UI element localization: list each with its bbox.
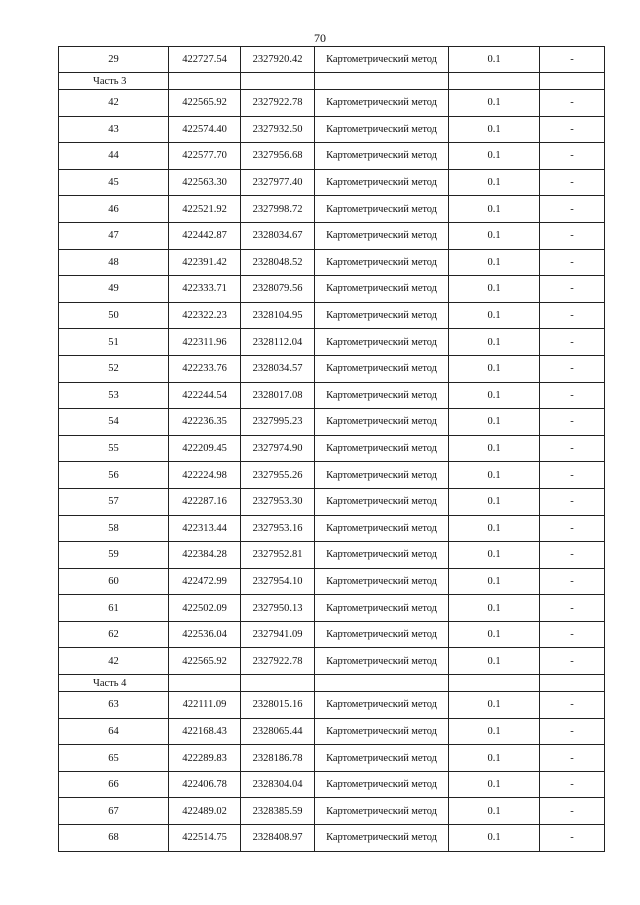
table-row [59, 90, 605, 117]
point-number-cell: 42 [59, 648, 169, 675]
empty-cell [540, 675, 605, 692]
note-cell: - [540, 568, 605, 595]
precision-cell: 0.1 [449, 116, 540, 143]
note-cell: - [540, 542, 605, 569]
precision-cell: 0.1 [449, 329, 540, 356]
x-coordinate-cell: 422563.30 [169, 169, 241, 196]
note-cell: - [540, 249, 605, 276]
point-number-cell: 46 [59, 196, 169, 223]
table-row [59, 276, 605, 303]
note-cell: - [540, 302, 605, 329]
x-coordinate-cell: 422489.02 [169, 798, 241, 825]
table-row [59, 542, 605, 569]
y-coordinate-cell: 2327977.40 [241, 169, 315, 196]
note-cell: - [540, 648, 605, 675]
note-cell: - [540, 692, 605, 719]
y-coordinate-cell: 2327953.16 [241, 515, 315, 542]
coordinates-table-body [59, 47, 605, 852]
section-label: Часть 3 [59, 73, 169, 90]
x-coordinate-cell: 422442.87 [169, 222, 241, 249]
x-coordinate-cell: 422406.78 [169, 771, 241, 798]
precision-cell: 0.1 [449, 692, 540, 719]
point-number-cell: 55 [59, 435, 169, 462]
point-number-cell: 54 [59, 409, 169, 436]
y-coordinate-cell: 2327920.42 [241, 47, 315, 73]
note-cell: - [540, 435, 605, 462]
point-number-cell: 44 [59, 143, 169, 170]
precision-cell: 0.1 [449, 648, 540, 675]
method-cell: Картометрический метод [315, 488, 449, 515]
precision-cell: 0.1 [449, 745, 540, 772]
table-row [59, 116, 605, 143]
note-cell: - [540, 90, 605, 117]
precision-cell: 0.1 [449, 595, 540, 622]
note-cell: - [540, 595, 605, 622]
y-coordinate-cell: 2327932.50 [241, 116, 315, 143]
y-coordinate-cell: 2328112.04 [241, 329, 315, 356]
note-cell: - [540, 718, 605, 745]
table-row [59, 329, 605, 356]
point-number-cell: 52 [59, 355, 169, 382]
y-coordinate-cell: 2328385.59 [241, 798, 315, 825]
point-number-cell: 65 [59, 745, 169, 772]
method-cell: Картометрический метод [315, 825, 449, 852]
table-row [59, 568, 605, 595]
point-number-cell: 68 [59, 825, 169, 852]
method-cell: Картометрический метод [315, 718, 449, 745]
x-coordinate-cell: 422224.98 [169, 462, 241, 489]
point-number-cell: 64 [59, 718, 169, 745]
x-coordinate-cell: 422313.44 [169, 515, 241, 542]
note-cell: - [540, 222, 605, 249]
point-number-cell: 45 [59, 169, 169, 196]
table-row [59, 249, 605, 276]
table-row [59, 169, 605, 196]
note-cell: - [540, 116, 605, 143]
precision-cell: 0.1 [449, 90, 540, 117]
note-cell: - [540, 196, 605, 223]
empty-cell [241, 675, 315, 692]
precision-cell: 0.1 [449, 771, 540, 798]
table-row [59, 515, 605, 542]
y-coordinate-cell: 2327950.13 [241, 595, 315, 622]
point-number-cell: 57 [59, 488, 169, 515]
note-cell: - [540, 515, 605, 542]
page-number: 70 [314, 31, 326, 45]
y-coordinate-cell: 2328015.16 [241, 692, 315, 719]
table-row [59, 621, 605, 648]
method-cell: Картометрический метод [315, 222, 449, 249]
y-coordinate-cell: 2327995.23 [241, 409, 315, 436]
note-cell: - [540, 771, 605, 798]
table-row [59, 595, 605, 622]
x-coordinate-cell: 422322.23 [169, 302, 241, 329]
point-number-cell: 59 [59, 542, 169, 569]
y-coordinate-cell: 2327922.78 [241, 648, 315, 675]
x-coordinate-cell: 422521.92 [169, 196, 241, 223]
precision-cell: 0.1 [449, 249, 540, 276]
note-cell: - [540, 621, 605, 648]
precision-cell: 0.1 [449, 435, 540, 462]
y-coordinate-cell: 2328408.97 [241, 825, 315, 852]
x-coordinate-cell: 422384.28 [169, 542, 241, 569]
method-cell: Картометрический метод [315, 116, 449, 143]
x-coordinate-cell: 422472.99 [169, 568, 241, 595]
precision-cell: 0.1 [449, 222, 540, 249]
point-number-cell: 50 [59, 302, 169, 329]
table-row [59, 462, 605, 489]
precision-cell: 0.1 [449, 409, 540, 436]
precision-cell: 0.1 [449, 355, 540, 382]
precision-cell: 0.1 [449, 798, 540, 825]
point-number-cell: 43 [59, 116, 169, 143]
empty-cell [315, 675, 449, 692]
empty-cell [449, 675, 540, 692]
note-cell: - [540, 825, 605, 852]
note-cell: - [540, 745, 605, 772]
method-cell: Картометрический метод [315, 798, 449, 825]
x-coordinate-cell: 422287.16 [169, 488, 241, 515]
empty-cell [169, 73, 241, 90]
precision-cell: 0.1 [449, 196, 540, 223]
note-cell: - [540, 382, 605, 409]
precision-cell: 0.1 [449, 302, 540, 329]
precision-cell: 0.1 [449, 825, 540, 852]
y-coordinate-cell: 2327941.09 [241, 621, 315, 648]
method-cell: Картометрический метод [315, 47, 449, 73]
y-coordinate-cell: 2328304.04 [241, 771, 315, 798]
table-row [59, 771, 605, 798]
table-row [59, 692, 605, 719]
method-cell: Картометрический метод [315, 771, 449, 798]
method-cell: Картометрический метод [315, 745, 449, 772]
point-number-cell: 58 [59, 515, 169, 542]
note-cell: - [540, 47, 605, 73]
method-cell: Картометрический метод [315, 621, 449, 648]
point-number-cell: 63 [59, 692, 169, 719]
table-row [59, 355, 605, 382]
y-coordinate-cell: 2328048.52 [241, 249, 315, 276]
y-coordinate-cell: 2328065.44 [241, 718, 315, 745]
precision-cell: 0.1 [449, 621, 540, 648]
empty-cell [169, 675, 241, 692]
point-number-cell: 62 [59, 621, 169, 648]
x-coordinate-cell: 422168.43 [169, 718, 241, 745]
precision-cell: 0.1 [449, 542, 540, 569]
precision-cell: 0.1 [449, 515, 540, 542]
note-cell: - [540, 169, 605, 196]
note-cell: - [540, 488, 605, 515]
table-row [59, 825, 605, 852]
method-cell: Картометрический метод [315, 515, 449, 542]
y-coordinate-cell: 2327954.10 [241, 568, 315, 595]
point-number-cell: 56 [59, 462, 169, 489]
point-number-cell: 66 [59, 771, 169, 798]
method-cell: Картометрический метод [315, 329, 449, 356]
y-coordinate-cell: 2328104.95 [241, 302, 315, 329]
x-coordinate-cell: 422289.83 [169, 745, 241, 772]
precision-cell: 0.1 [449, 718, 540, 745]
precision-cell: 0.1 [449, 169, 540, 196]
x-coordinate-cell: 422233.76 [169, 355, 241, 382]
method-cell: Картометрический метод [315, 462, 449, 489]
precision-cell: 0.1 [449, 382, 540, 409]
precision-cell: 0.1 [449, 462, 540, 489]
precision-cell: 0.1 [449, 488, 540, 515]
method-cell: Картометрический метод [315, 595, 449, 622]
method-cell: Картометрический метод [315, 692, 449, 719]
x-coordinate-cell: 422727.54 [169, 47, 241, 73]
x-coordinate-cell: 422333.71 [169, 276, 241, 303]
note-cell: - [540, 355, 605, 382]
point-number-cell: 60 [59, 568, 169, 595]
y-coordinate-cell: 2328079.56 [241, 276, 315, 303]
note-cell: - [540, 462, 605, 489]
y-coordinate-cell: 2327955.26 [241, 462, 315, 489]
method-cell: Картометрический метод [315, 435, 449, 462]
precision-cell: 0.1 [449, 568, 540, 595]
empty-cell [540, 73, 605, 90]
precision-cell: 0.1 [449, 276, 540, 303]
x-coordinate-cell: 422209.45 [169, 435, 241, 462]
y-coordinate-cell: 2328186.78 [241, 745, 315, 772]
table-row [59, 382, 605, 409]
method-cell: Картометрический метод [315, 196, 449, 223]
point-number-cell: 67 [59, 798, 169, 825]
method-cell: Картометрический метод [315, 542, 449, 569]
x-coordinate-cell: 422577.70 [169, 143, 241, 170]
method-cell: Картометрический метод [315, 355, 449, 382]
method-cell: Картометрический метод [315, 382, 449, 409]
x-coordinate-cell: 422514.75 [169, 825, 241, 852]
y-coordinate-cell: 2327953.30 [241, 488, 315, 515]
method-cell: Картометрический метод [315, 169, 449, 196]
empty-cell [241, 73, 315, 90]
method-cell: Картометрический метод [315, 648, 449, 675]
method-cell: Картометрический метод [315, 409, 449, 436]
y-coordinate-cell: 2328034.57 [241, 355, 315, 382]
section-header-row [59, 675, 605, 692]
note-cell: - [540, 276, 605, 303]
note-cell: - [540, 143, 605, 170]
table-row [59, 718, 605, 745]
table-row [59, 222, 605, 249]
section-header-row [59, 73, 605, 90]
point-number-cell: 49 [59, 276, 169, 303]
y-coordinate-cell: 2327922.78 [241, 90, 315, 117]
point-number-cell: 53 [59, 382, 169, 409]
section-label: Часть 4 [59, 675, 169, 692]
y-coordinate-cell: 2328017.08 [241, 382, 315, 409]
table-row [59, 196, 605, 223]
table-row [59, 648, 605, 675]
empty-cell [315, 73, 449, 90]
x-coordinate-cell: 422236.35 [169, 409, 241, 436]
table-row [59, 47, 605, 73]
method-cell: Картометрический метод [315, 276, 449, 303]
y-coordinate-cell: 2327998.72 [241, 196, 315, 223]
table-row [59, 302, 605, 329]
method-cell: Картометрический метод [315, 90, 449, 117]
point-number-cell: 29 [59, 47, 169, 73]
x-coordinate-cell: 422536.04 [169, 621, 241, 648]
x-coordinate-cell: 422502.09 [169, 595, 241, 622]
precision-cell: 0.1 [449, 143, 540, 170]
x-coordinate-cell: 422111.09 [169, 692, 241, 719]
method-cell: Картометрический метод [315, 249, 449, 276]
x-coordinate-cell: 422391.42 [169, 249, 241, 276]
point-number-cell: 47 [59, 222, 169, 249]
x-coordinate-cell: 422311.96 [169, 329, 241, 356]
y-coordinate-cell: 2327952.81 [241, 542, 315, 569]
precision-cell: 0.1 [449, 47, 540, 73]
note-cell: - [540, 798, 605, 825]
point-number-cell: 51 [59, 329, 169, 356]
method-cell: Картометрический метод [315, 143, 449, 170]
coordinates-table [58, 46, 605, 852]
x-coordinate-cell: 422565.92 [169, 90, 241, 117]
x-coordinate-cell: 422565.92 [169, 648, 241, 675]
y-coordinate-cell: 2328034.67 [241, 222, 315, 249]
method-cell: Картометрический метод [315, 302, 449, 329]
empty-cell [449, 73, 540, 90]
point-number-cell: 61 [59, 595, 169, 622]
table-row [59, 745, 605, 772]
method-cell: Картометрический метод [315, 568, 449, 595]
note-cell: - [540, 329, 605, 356]
y-coordinate-cell: 2327974.90 [241, 435, 315, 462]
table-row [59, 798, 605, 825]
y-coordinate-cell: 2327956.68 [241, 143, 315, 170]
table-row [59, 409, 605, 436]
point-number-cell: 48 [59, 249, 169, 276]
x-coordinate-cell: 422574.40 [169, 116, 241, 143]
table-row [59, 435, 605, 462]
table-row [59, 143, 605, 170]
x-coordinate-cell: 422244.54 [169, 382, 241, 409]
table-row [59, 488, 605, 515]
point-number-cell: 42 [59, 90, 169, 117]
note-cell: - [540, 409, 605, 436]
